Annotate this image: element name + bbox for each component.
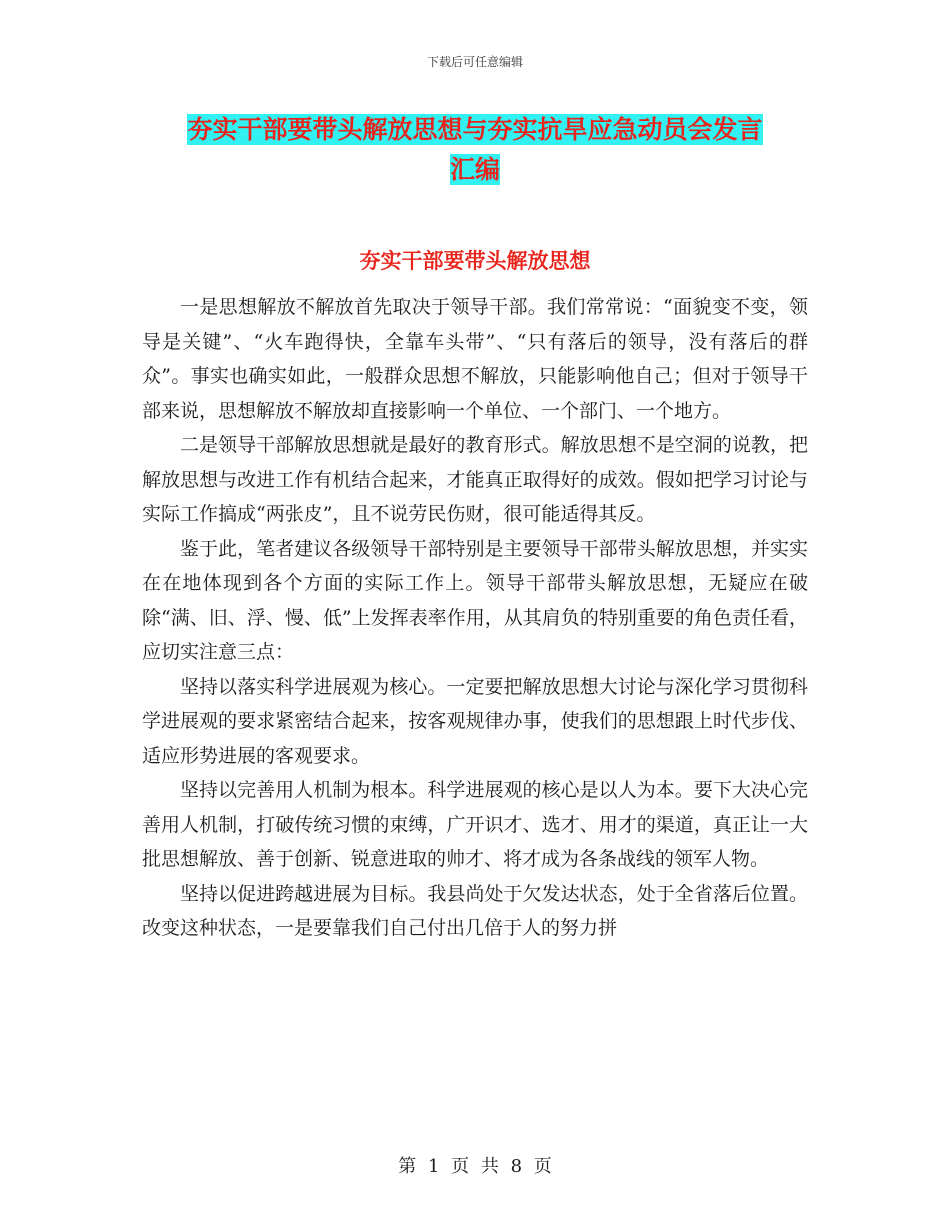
paragraph: 坚持以完善用人机制为根本。科学进展观的核心是以人为本。要下大决心完善用人机制，打破传统习惯的束缚，广开识才、选才、用才的渠道，真正让一大批思想解放、善于创新、锐意进取的帅才、将才成为各条战线的领军人物。 bbox=[142, 779, 808, 870]
title-line-2: 汇编 bbox=[449, 155, 500, 184]
paragraph: 坚持以落实科学进展观为核心。一定要把解放思想大讨论与深化学习贯彻科学进展观的要求紧密结合起来，按客观规律办事，使我们的思想跟上时代步伐、适应形势进展的客观要求。 bbox=[142, 675, 808, 767]
paragraph: 二是领导干部解放思想就是最好的教育形式。解放思想不是空洞的说教，把解放思想与改进工作有机结合起来，才能真正取得好的成效。假如把学习讨论与实际工作搞成“两张皮”，且不说劳民伤财，很可能适得其反。 bbox=[142, 434, 808, 525]
section-subtitle: 夯实干部要带头解放思想 bbox=[359, 248, 591, 273]
page-number-footer: 第 1 页 共 8 页 bbox=[398, 1156, 552, 1177]
document-title bbox=[142, 110, 808, 190]
document-body bbox=[142, 290, 808, 946]
paragraph: 鉴于此，笔者建议各级领导干部特别是主要领导干部带头解放思想，并实实在在地体现到各个方面的实际工作上。领导干部带头解放思想，无疑应在破除“满、旧、浮、慢、低”上发挥表率作用，从其肩负的特别重要的角色责任看，应切实注意三点： bbox=[142, 537, 808, 663]
paragraph: 一是思想解放不解放首先取决于领导干部。我们常常说：“面貌变不变，领导是关键”、“火车跑得快，全靠车头带”、“只有落后的领导，没有落后的群众”。事实也确实如此，一般群众思想不解放，只能影响他自己；但对于领导干部来说，思想解放不解放却直接影响一个单位、一个部门、一个地方。 bbox=[142, 296, 808, 422]
page-header-note: 下载后可任意编辑 bbox=[426, 55, 523, 69]
paragraph: 坚持以促进跨越进展为目标。我县尚处于欠发达状态，处于全省落后位置。改变这种状态，一是要靠我们自己付出几倍于人的努力拼 bbox=[142, 882, 808, 939]
title-line-1: 夯实干部要带头解放思想与夯实抗旱应急动员会发言 bbox=[187, 115, 763, 144]
